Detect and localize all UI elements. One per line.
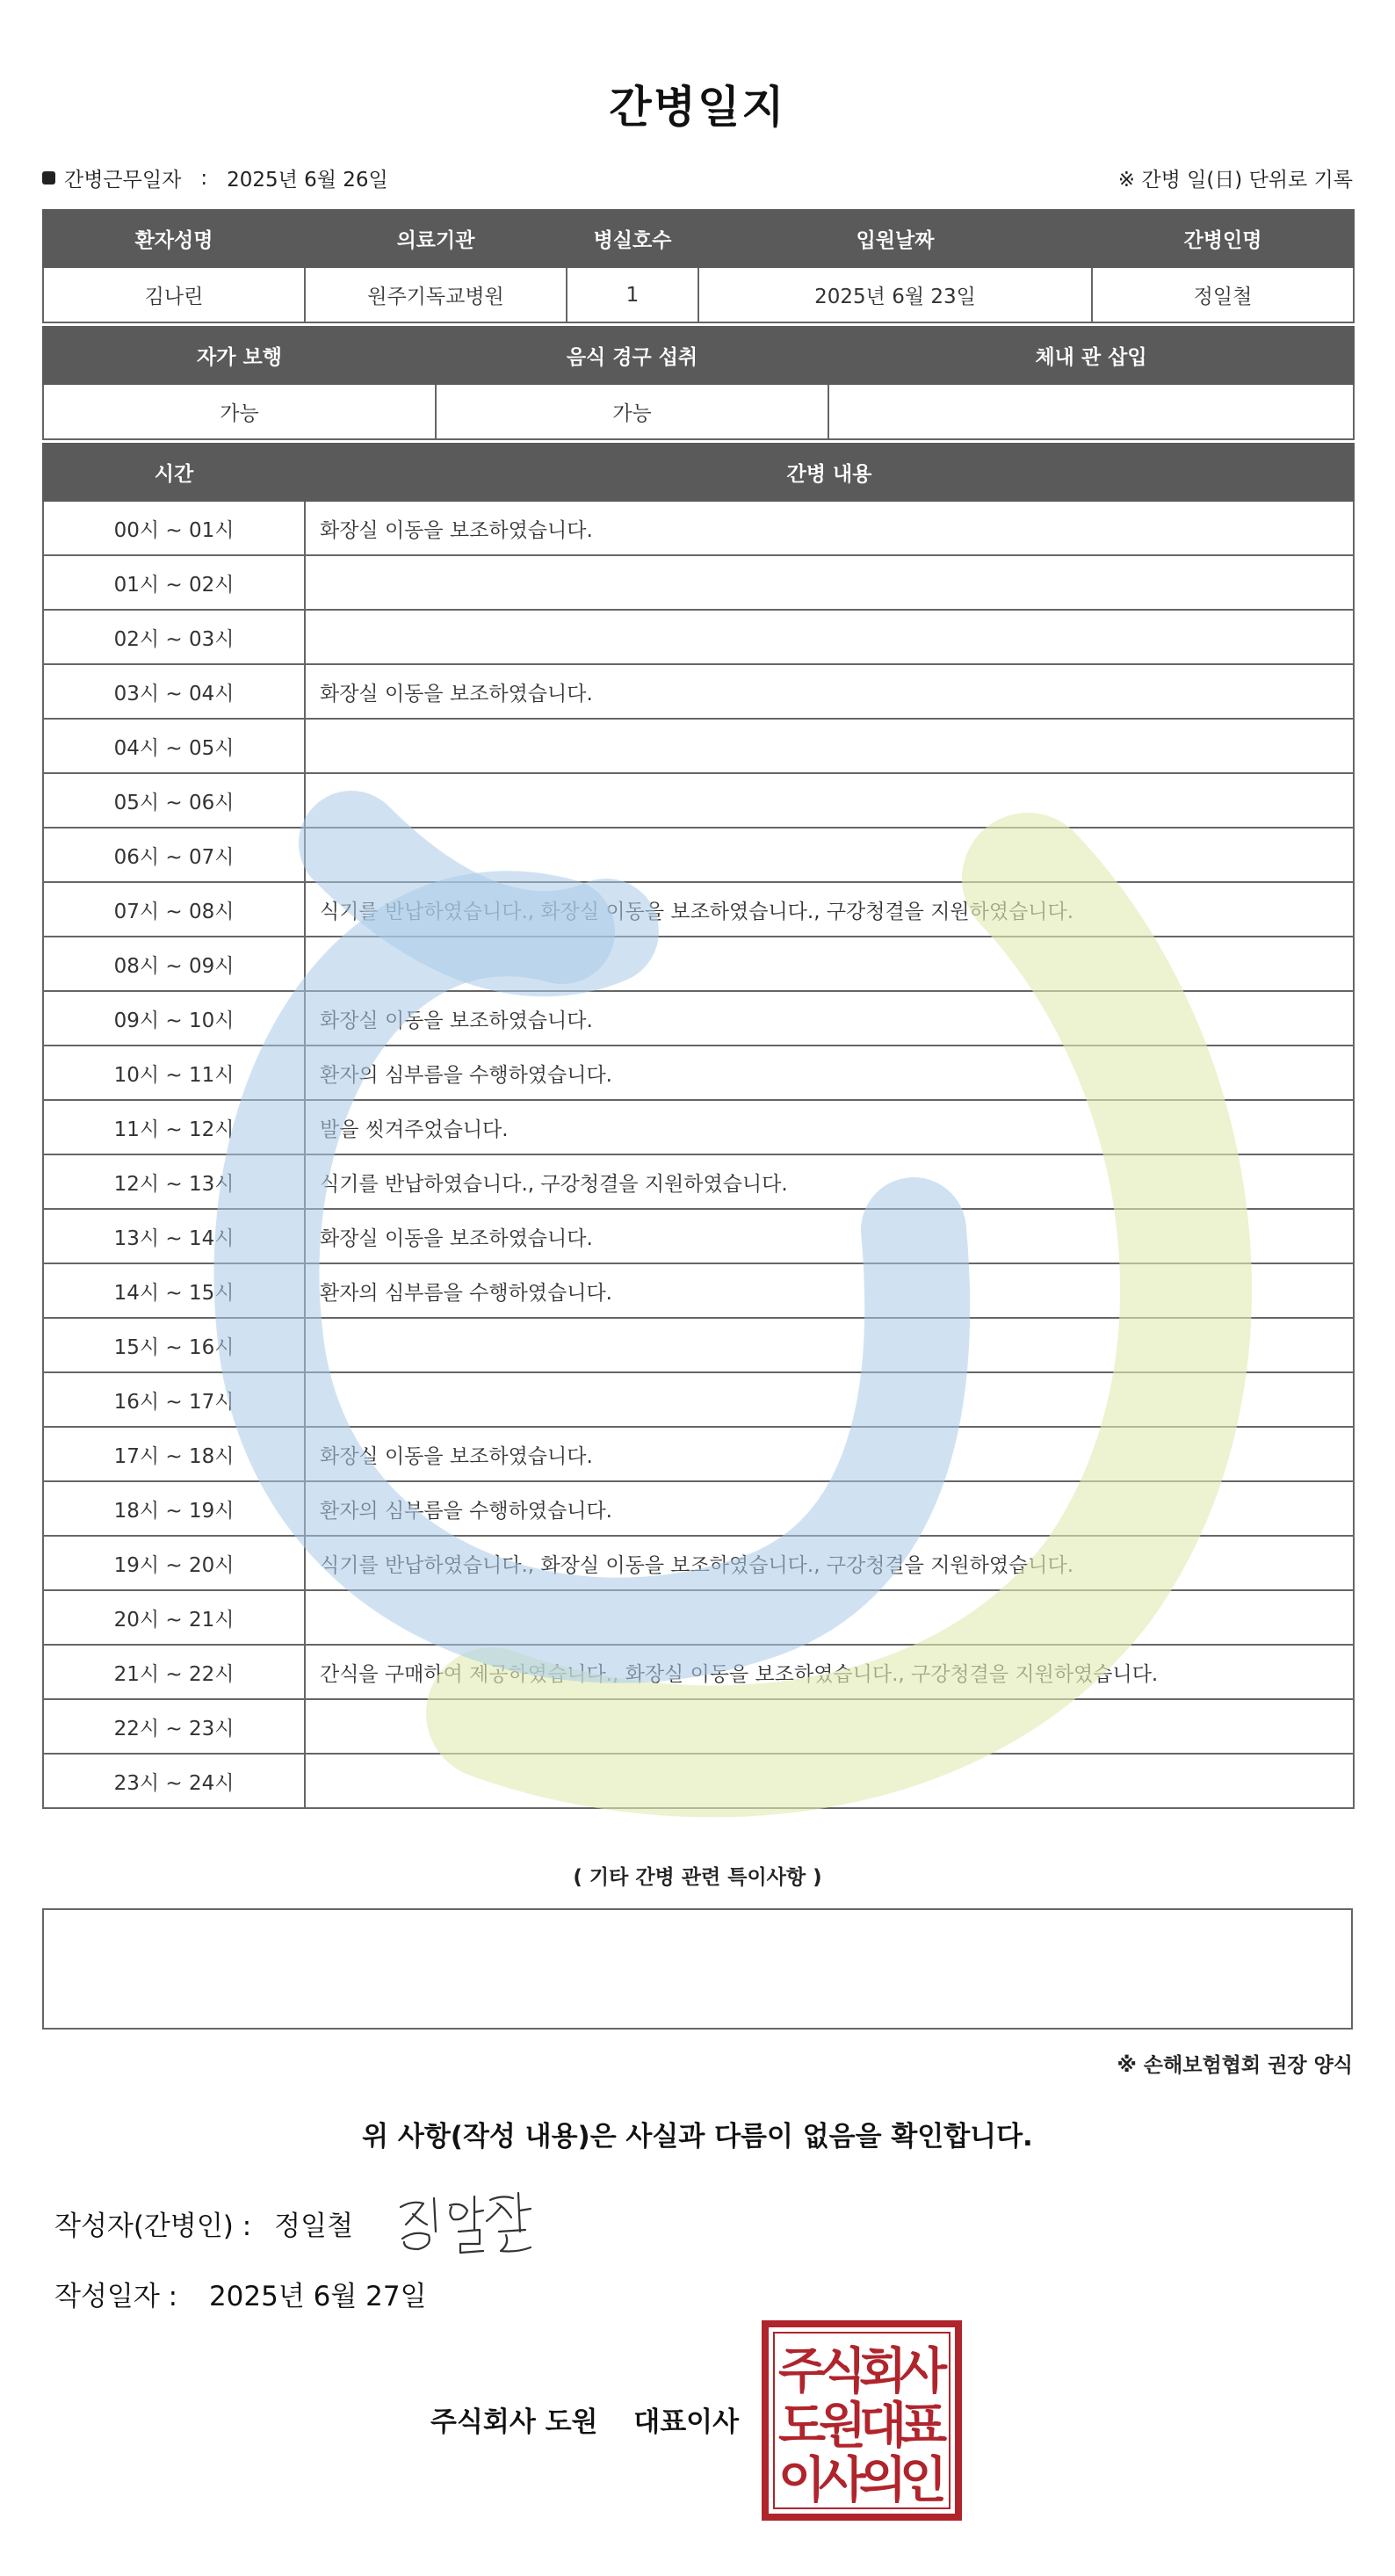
care-log-content (305, 1699, 1354, 1754)
header-tube-insertion: 체내 관 삽입 (828, 327, 1354, 384)
care-log-time: 16시 ~ 17시 (43, 1372, 305, 1427)
svg-text:회: 회 (858, 2343, 907, 2400)
patient-info-table (42, 209, 1355, 323)
patient-info-header-row (43, 210, 1354, 267)
care-log-time: 17시 ~ 18시 (43, 1427, 305, 1481)
company-name: 주식회사 도원 (430, 2406, 598, 2438)
care-log-time: 22시 ~ 23시 (43, 1699, 305, 1754)
svg-text:사: 사 (899, 2343, 948, 2400)
care-log-header-row (43, 444, 1354, 501)
care-log-row (43, 610, 1354, 664)
care-log-row (43, 1699, 1354, 1754)
svg-text:표: 표 (899, 2398, 948, 2455)
company-seal-stamp (761, 2319, 963, 2522)
notes-box (42, 1908, 1353, 2030)
care-log-row (43, 664, 1354, 719)
care-log-content (305, 828, 1354, 882)
care-log-content: 간식을 구매하여 제공하였습니다., 화장실 이동을 보조하였습니다., 구강청결을 지원하였습니다. (305, 1645, 1354, 1699)
header-admission-date: 입원날짜 (698, 210, 1092, 267)
care-log-content (305, 719, 1354, 773)
header-time: 시간 (43, 444, 305, 501)
document-title: 간병일지 (609, 82, 786, 133)
care-log-time: 04시 ~ 05시 (43, 719, 305, 773)
care-log-content (305, 1372, 1354, 1427)
care-log-content (305, 610, 1354, 664)
care-log-time: 10시 ~ 11시 (43, 1046, 305, 1100)
meta-row (42, 163, 1353, 195)
care-log-content: 식기를 반납하였습니다., 구강청결을 지원하였습니다. (305, 1154, 1354, 1209)
svg-text:인: 인 (899, 2452, 948, 2509)
company-ceo-title: 대표이사 (633, 2406, 740, 2438)
care-log-content: 환자의 심부름을 수행하였습니다. (305, 1046, 1354, 1100)
care-log-content (305, 1754, 1354, 1808)
care-log-content: 환자의 심부름을 수행하였습니다. (305, 1481, 1354, 1536)
header-caregiver-name: 간병인명 (1092, 210, 1354, 267)
work-date-value: 2025년 6월 26일 (227, 169, 388, 192)
care-log-time: 23시 ~ 24시 (43, 1754, 305, 1808)
care-log-row (43, 719, 1354, 773)
care-log-content (305, 1590, 1354, 1645)
care-log-row (43, 1427, 1354, 1481)
care-log-row (43, 1754, 1354, 1808)
care-log-content (305, 1318, 1354, 1372)
care-log-row (43, 1590, 1354, 1645)
care-log-time: 07시 ~ 08시 (43, 882, 305, 937)
header-patient-name: 환자성명 (43, 210, 305, 267)
care-log-row (43, 1046, 1354, 1100)
care-log-content: 화장실 이동을 보조하였습니다. (305, 1209, 1354, 1263)
svg-text:주: 주 (777, 2343, 827, 2400)
care-log-row (43, 501, 1354, 555)
care-log-row (43, 1536, 1354, 1590)
notes-title: ( 기타 간병 관련 특이사항 ) (573, 1866, 822, 1889)
hospital: 원주기독교병원 (305, 267, 567, 322)
care-log-time: 08시 ~ 09시 (43, 937, 305, 991)
care-log-time: 15시 ~ 16시 (43, 1318, 305, 1372)
writer-label: 작성자(간병인) : (54, 2211, 252, 2242)
care-log-table (42, 443, 1355, 1809)
care-log-content: 식기를 반납하였습니다., 화장실 이동을 보조하였습니다., 구강청결을 지원하였습니다. (305, 1536, 1354, 1590)
work-date-separator: : (200, 166, 208, 190)
care-log-time: 09시 ~ 10시 (43, 991, 305, 1046)
care-log-row (43, 1645, 1354, 1699)
work-date-label: 간병근무일자 (64, 169, 182, 192)
care-log-time: 20시 ~ 21시 (43, 1590, 305, 1645)
care-log-row (43, 882, 1354, 937)
care-log-time: 21시 ~ 22시 (43, 1645, 305, 1699)
care-log-row (43, 1100, 1354, 1154)
care-log-row (43, 555, 1354, 610)
care-log-row (43, 1372, 1354, 1427)
care-log-time: 00시 ~ 01시 (43, 501, 305, 555)
care-log-time: 03시 ~ 04시 (43, 664, 305, 719)
svg-text:의: 의 (858, 2452, 907, 2509)
writer-name: 정일철 (274, 2211, 354, 2242)
care-log-content (305, 555, 1354, 610)
header-self-walking: 자가 보행 (43, 327, 436, 384)
care-log-time: 05시 ~ 06시 (43, 773, 305, 828)
care-log-row (43, 828, 1354, 882)
written-date-line (54, 2274, 427, 2313)
care-log-row (43, 1263, 1354, 1318)
confirmation-statement: 위 사항(작성 내용)은 사실과 다름이 없음을 확인합니다. (362, 2121, 1033, 2153)
patient-status-value-row (43, 384, 1354, 439)
writer-line (54, 2203, 353, 2243)
care-log-time: 18시 ~ 19시 (43, 1481, 305, 1536)
care-log-content: 화장실 이동을 보조하였습니다. (305, 991, 1354, 1046)
care-log-time: 19시 ~ 20시 (43, 1536, 305, 1590)
care-log-content: 화장실 이동을 보조하였습니다. (305, 501, 1354, 555)
care-log-row (43, 991, 1354, 1046)
header-care-content: 간병 내용 (305, 444, 1354, 501)
care-log-row (43, 1481, 1354, 1536)
care-log-content: 환자의 심부름을 수행하였습니다. (305, 1263, 1354, 1318)
care-log-content: 식기를 반납하였습니다., 화장실 이동을 보조하였습니다., 구강청결을 지원하였습니다. (305, 882, 1354, 937)
care-log-content (305, 773, 1354, 828)
patient-name: 김나린 (43, 267, 305, 322)
company-line (430, 2399, 739, 2439)
svg-text:도: 도 (777, 2398, 827, 2455)
patient-status-table (42, 326, 1355, 440)
svg-text:이: 이 (777, 2452, 827, 2509)
tube-insertion-value (828, 384, 1354, 439)
care-log-content (305, 937, 1354, 991)
care-log-time: 02시 ~ 03시 (43, 610, 305, 664)
svg-text:대: 대 (858, 2398, 907, 2455)
room-number: 1 (567, 267, 698, 322)
admission-date: 2025년 6월 23일 (698, 267, 1092, 322)
svg-text:사: 사 (818, 2452, 867, 2509)
work-date (42, 163, 388, 192)
record-unit-note: ※ 간병 일(日) 단위로 기록 (1117, 169, 1353, 192)
svg-text:원: 원 (818, 2398, 867, 2455)
caregiver-name: 정일철 (1092, 267, 1354, 322)
header-room-number: 병실호수 (567, 210, 698, 267)
care-log-time: 11시 ~ 12시 (43, 1100, 305, 1154)
header-hospital: 의료기관 (305, 210, 567, 267)
care-log-row (43, 1318, 1354, 1372)
handwritten-signature (394, 2181, 543, 2260)
care-log-time: 13시 ~ 14시 (43, 1209, 305, 1263)
patient-status-header-row (43, 327, 1354, 384)
written-date-label: 작성일자 : (54, 2281, 178, 2312)
self-walking-value: 가능 (43, 384, 436, 439)
care-log-row (43, 937, 1354, 991)
svg-text:식: 식 (818, 2343, 867, 2400)
care-log-body (43, 501, 1354, 1808)
oral-intake-value: 가능 (436, 384, 828, 439)
care-log-time: 12시 ~ 13시 (43, 1154, 305, 1209)
care-log-content: 화장실 이동을 보조하였습니다. (305, 1427, 1354, 1481)
written-date-value: 2025년 6월 27일 (208, 2281, 427, 2312)
square-bullet-icon (42, 171, 55, 185)
care-log-row (43, 1209, 1354, 1263)
care-log-time: 01시 ~ 02시 (43, 555, 305, 610)
care-log-content: 발을 씻겨주었습니다. (305, 1100, 1354, 1154)
care-log-content: 화장실 이동을 보조하였습니다. (305, 664, 1354, 719)
care-log-row (43, 1154, 1354, 1209)
standard-form-note: ※ 손해보험협회 권장 양식 (1117, 2054, 1353, 2077)
header-oral-intake: 음식 경구 섭취 (436, 327, 828, 384)
patient-info-value-row (43, 267, 1354, 322)
care-log-time: 14시 ~ 15시 (43, 1263, 305, 1318)
care-log-time: 06시 ~ 07시 (43, 828, 305, 882)
care-log-row (43, 773, 1354, 828)
